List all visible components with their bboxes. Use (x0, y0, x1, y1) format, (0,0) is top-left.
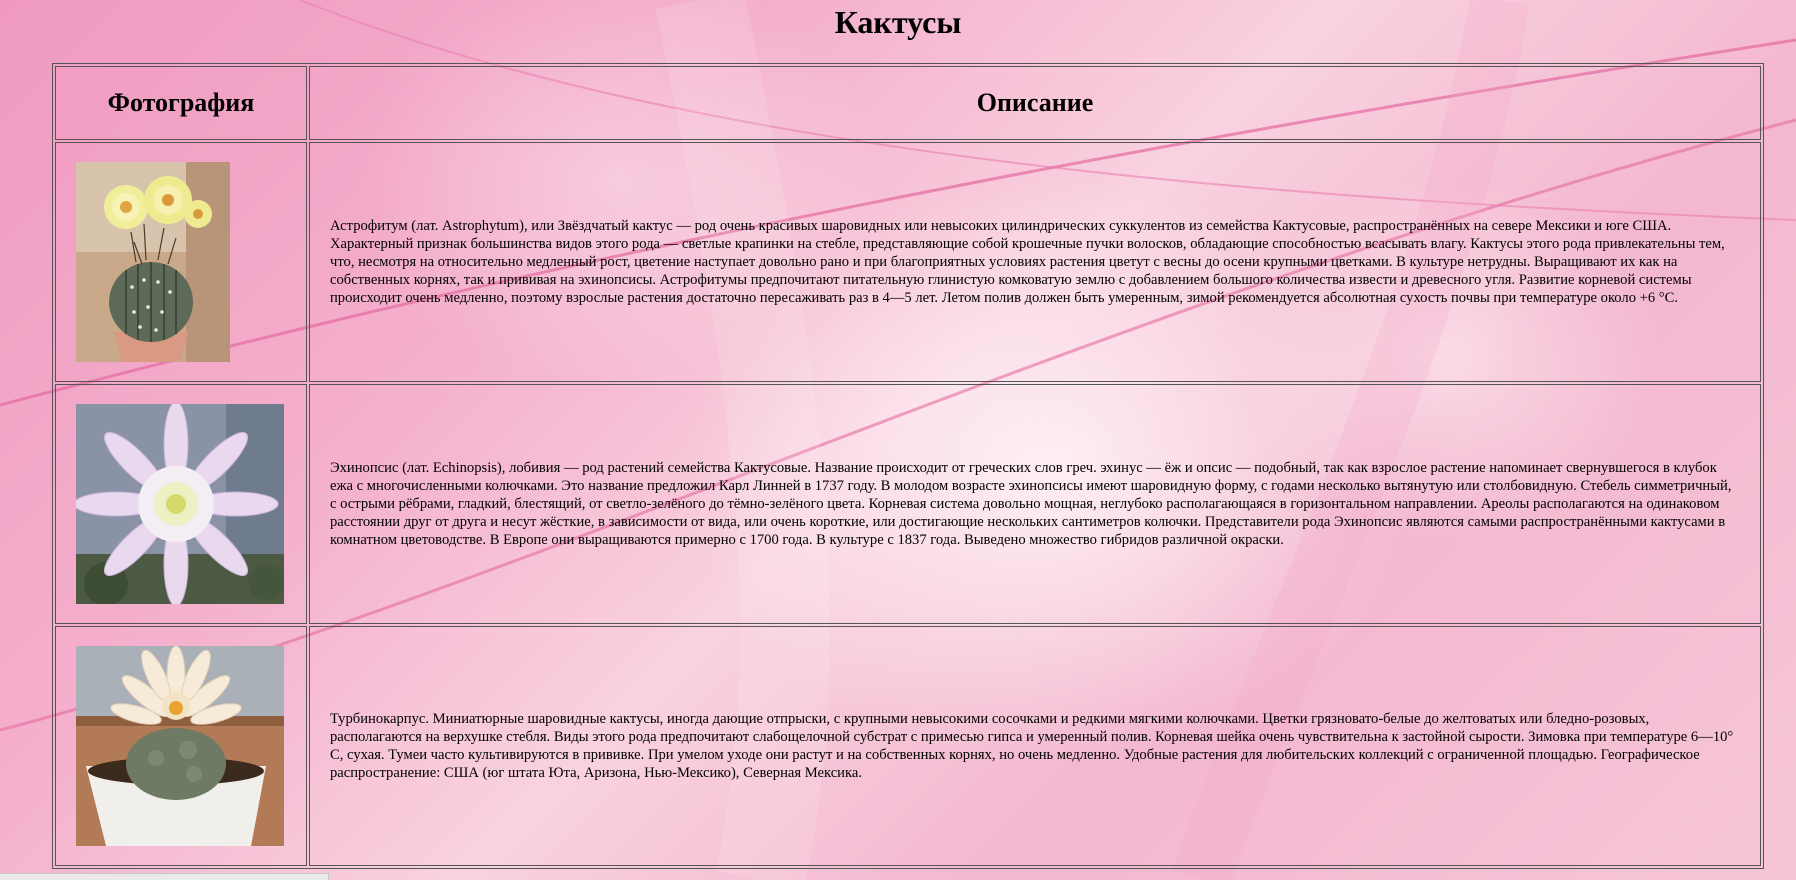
table-row (55, 384, 1761, 624)
browser-status-bar (0, 873, 329, 880)
description-cell: Астрофитум (лат. Astrophytum), или Звёздчатый кактус — род очень красивых шаровидных или невысоких цилиндрических суккулентов из семейства Кактусовые, распространённых на севере Мексики и юге США. Характерный признак большинства видов этого рода — светлые крапинки на стебле, представляющие собой крошечные пучки волосков, обладающие способностью всасывать влагу. Кактусы этого рода привлекательны тем, что, несмотря на относительно медленный рост, цветение наступает довольно рано и при благоприятных условиях растения цветут с весны до осени крупными цветками. В культуре нетрудны. Выращивают их как на собственных корнях, так и прививая на эхинопсисы. Астрофитумы предпочитают питательную глинистую комковатую землю с добавлением большого количества извести и древесного угля. Развитие корневой системы происходит очень медленно, поэтому взрослые растения достаточно пересаживать раз в 4—5 лет. Летом полив должен быть умеренным, зимой рекомендуется абсолютная сухость почвы при температуре около +6 °С. (309, 142, 1761, 382)
header-photo: Фотография (55, 66, 307, 140)
table-row (55, 626, 1761, 866)
description-cell: Эхинопсис (лат. Echinopsis), лобивия — род растений семейства Кактусовые. Название происходит от греческих слов греч. эхинус — ёж и опсис — подобный, так как взрослое растение напоминает свернувшегося в клубок ежа с многочисленными колючками. Это название предложил Карл Линней в 1737 году. В молодом возрасте эхинопсисы имеют шаровидную форму, с годами несколько вытянутую или столбовидную. Стебель симметричный, с острыми рёбрами, гладкий, блестящий, от светло-зелёного до тёмно-зелёного цвета. Корневая система довольно мощная, неглубоко располагающаяся в горизонтальном направлении. Ареолы располагаются на одинаковом расстоянии друг от друга и несут жёсткие, в зависимости от вида, или очень короткие, или достигающие нескольких сантиметров колючки. Представители рода Эхинопсис являются самыми распространёнными кактусами в комнатном цветоводстве. В Европе они выращиваются примерно с 1700 года. В культуре с 1837 года. Выведено множество гибридов различной окраски. (309, 384, 1761, 624)
photo-cell (55, 626, 307, 866)
header-description: Описание (309, 66, 1761, 140)
table-row (55, 142, 1761, 382)
photo-cell (55, 384, 307, 624)
astrophytum-photo (76, 162, 230, 362)
cacti-table (52, 63, 1764, 869)
turbinicarpus-photo (76, 646, 284, 846)
photo-cell (55, 142, 307, 382)
table-header-row (55, 66, 1761, 140)
page-title: Кактусы (834, 4, 962, 40)
echinopsis-photo (76, 404, 284, 604)
description-cell: Турбинокарпус. Миниатюрные шаровидные кактусы, иногда дающие отпрыски, с крупными невысокими сосочками и редкими мягкими колючками. Цветки грязновато-белые до желтоватых или бледно-розовых, располагаются на верхушке стебля. Виды этого рода предпочитают слабощелочной субстрат с примесью гипса и умеренный полив. Корневая шейка очень чувствительна к застойной сырости. Зимовка при температуре 6—10° С, сухая. Тумеи часто культивируются в прививке. При умелом уходе они растут и на собственных корнях, но очень медленно. Удобные растения для любительских коллекций с ограниченной площадью. Географическое распространение: США (юг штата Юта, Аризона, Нью-Мексико), Северная Мексика. (309, 626, 1761, 866)
